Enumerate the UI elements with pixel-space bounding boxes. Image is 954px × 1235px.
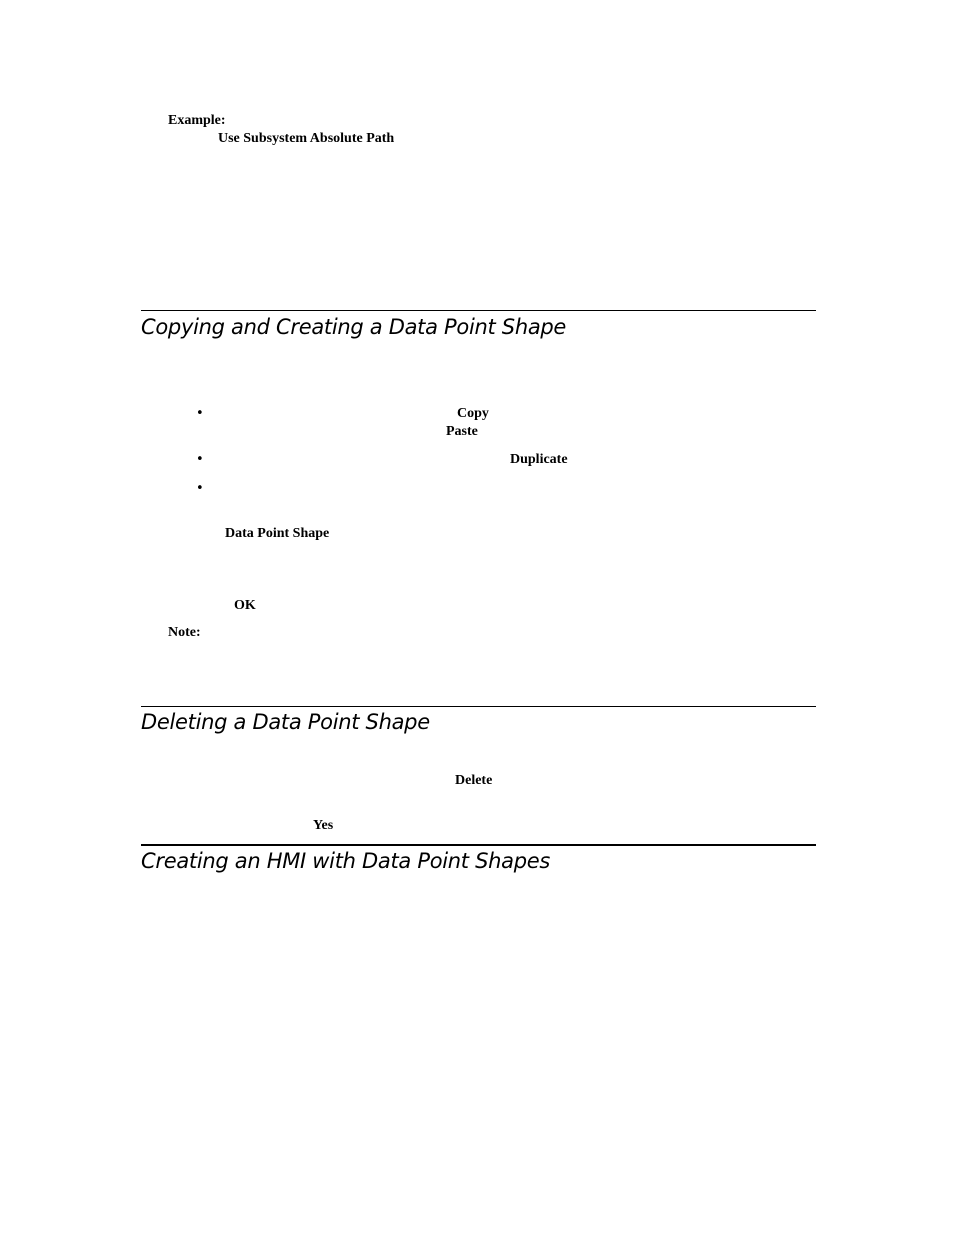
bullet-2: • bbox=[196, 452, 204, 467]
example-option: Use Subsystem Absolute Path bbox=[218, 131, 395, 146]
heading-creating-hmi: Creating an HMI with Data Point Shapes bbox=[141, 849, 551, 873]
bullet-1: • bbox=[196, 406, 204, 421]
yes-label: Yes bbox=[313, 818, 334, 833]
section-rule-copy bbox=[141, 310, 816, 311]
paste-label: Paste bbox=[446, 424, 478, 439]
data-point-shape-label: Data Point Shape bbox=[225, 526, 330, 541]
note-label: Note: bbox=[168, 625, 201, 640]
section-rule-hmi bbox=[141, 844, 816, 846]
example-label: Example: bbox=[168, 113, 226, 128]
ok-label: OK bbox=[234, 598, 256, 613]
heading-copying-creating: Copying and Creating a Data Point Shape bbox=[141, 315, 567, 339]
bullet-3: • bbox=[196, 481, 204, 496]
delete-label: Delete bbox=[455, 773, 493, 788]
copy-label: Copy bbox=[457, 406, 489, 421]
heading-deleting: Deleting a Data Point Shape bbox=[141, 710, 430, 734]
section-rule-delete bbox=[141, 706, 816, 707]
duplicate-label: Duplicate bbox=[510, 452, 568, 467]
